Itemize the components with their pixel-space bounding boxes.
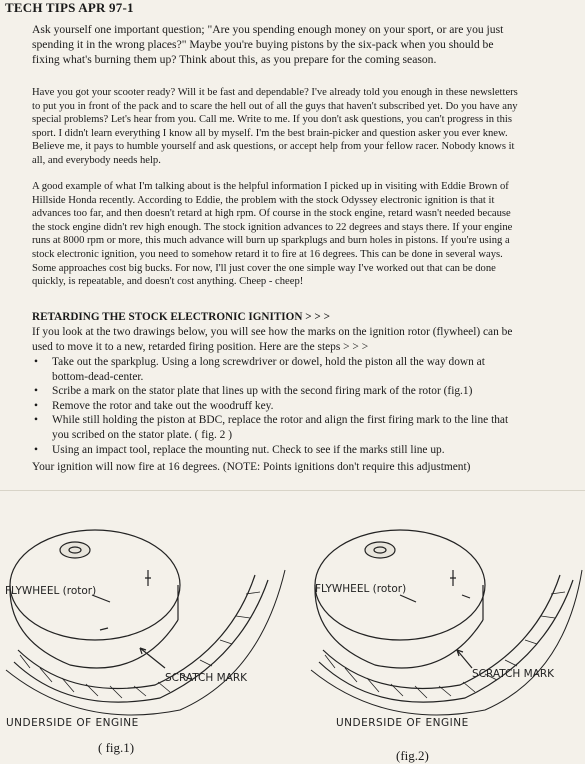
flywheel-hub <box>60 542 90 558</box>
scratch-mark-pointer <box>140 648 165 668</box>
steps-list <box>32 355 522 457</box>
flywheel-side <box>10 585 178 668</box>
firing-mark-1 <box>450 570 456 586</box>
step-item: • Using an impact tool, replace the mounting nut. Check to see if the marks still line up. <box>32 443 522 458</box>
stator-ring-outer <box>319 580 573 702</box>
figure-2-flywheel-label: FLYWHEEL (rotor) <box>315 583 407 595</box>
step-item: • Remove the rotor and take out the woodruff key. <box>32 399 522 414</box>
step-item: • While still holding the piston at BDC, replace the rotor and align the first firing mark to the line that you scribed on the stator plate. ( fig. 2 ) <box>32 413 522 442</box>
figure-1-caption: ( fig.1) <box>98 740 135 755</box>
section-heading: RETARDING THE STOCK ELECTRONIC IGNITION > > > <box>32 311 330 323</box>
page-title: TECH TIPS APR 97-1 <box>5 0 134 15</box>
step-item: • Scribe a mark on the stator plate that lines up with the second firing mark of the rotor (fig.1) <box>32 384 522 399</box>
figure-2-scratch-label: SCRATCH MARK <box>472 668 555 680</box>
section-intro: If you look at the two drawings below, you will see how the marks on the ignition rotor (flywheel) can be used to move it to a new, retarded firing position. Here are the steps > > > <box>32 326 513 353</box>
firing-mark-1 <box>145 570 151 586</box>
scratch-mark-pointer <box>457 650 472 668</box>
flywheel-hub <box>365 542 395 558</box>
step-item: • Take out the sparkplug. Using a long screwdriver or dowel, hold the piston all the way down at bottom-dead-center. <box>32 355 522 384</box>
figure-1-drawing <box>0 500 295 740</box>
figure-2-engine-label: UNDERSIDE OF ENGINE <box>336 717 469 729</box>
paragraph-scooter-ready: Have you got your scooter ready? Will it be fast and dependable? I've already told you enough in these newsletters to put you in front of the pack and to scare the hell out of all the guys that haven't subscribed yet. Do you have any special problems? Let's hear from you. Call me. Write to me. If you don't ask questions, you can't progress in this sport. I didn't learn everything I know all by myself. I'm the best brain-picker and question asker you ever knew. Believe me, it pays to humble yourself and ask questions, or accept help from your fellow racer. Nobody knows it all, and everybody needs help. <box>32 87 518 166</box>
figure-1-scratch-label: SCRATCH MARK <box>165 672 248 684</box>
flywheel-side <box>315 585 483 668</box>
figure-1-flywheel-label: FLYWHEEL (rotor) <box>5 585 97 597</box>
figure-1-engine-label: UNDERSIDE OF ENGINE <box>6 717 139 729</box>
paragraph-ignition-example: A good example of what I'm talking about is the helpful information I picked up in visiting with Eddie Brown of Hillside Honda recently. According to Eddie, the problem with the stock Odyssey electronic ignition is that it advances too far, and then doesn't retard at high rpm. Of course in the stock engine, retard wasn't needed because the stock engine didn't rev high enough. The stock ignition advances to 22 degrees and stays there. If your engine runs at 8000 rpm or more, this much advance will burn up sparkplugs and burn holes in pistons. If you're using a stock electronic ignition, you need to somehow retard it to fire at 16 degrees. This can be done in several ways. Some approaches cost big bucks. For now, I'll just cover the one simple way I've worked out that can be done quickly, is repeatable, and doesn't cost anything. Cheep - cheep! <box>32 181 513 288</box>
divider <box>0 490 585 491</box>
paragraph-intro: Ask yourself one important question; "Are you spending enough money on your sport, or are you just spending it in the wrong places?" Maybe you're buying pistons by the six-pack when you should be fixing what's burning them up? Think about this, as you prepare for the coming season. <box>32 23 504 66</box>
figure-2-drawing <box>292 500 585 740</box>
section-outro: Your ignition will now fire at 16 degrees. (NOTE: Points ignitions don't require this adjustment) <box>32 461 471 473</box>
figure-2-caption: (fig.2) <box>396 748 429 763</box>
